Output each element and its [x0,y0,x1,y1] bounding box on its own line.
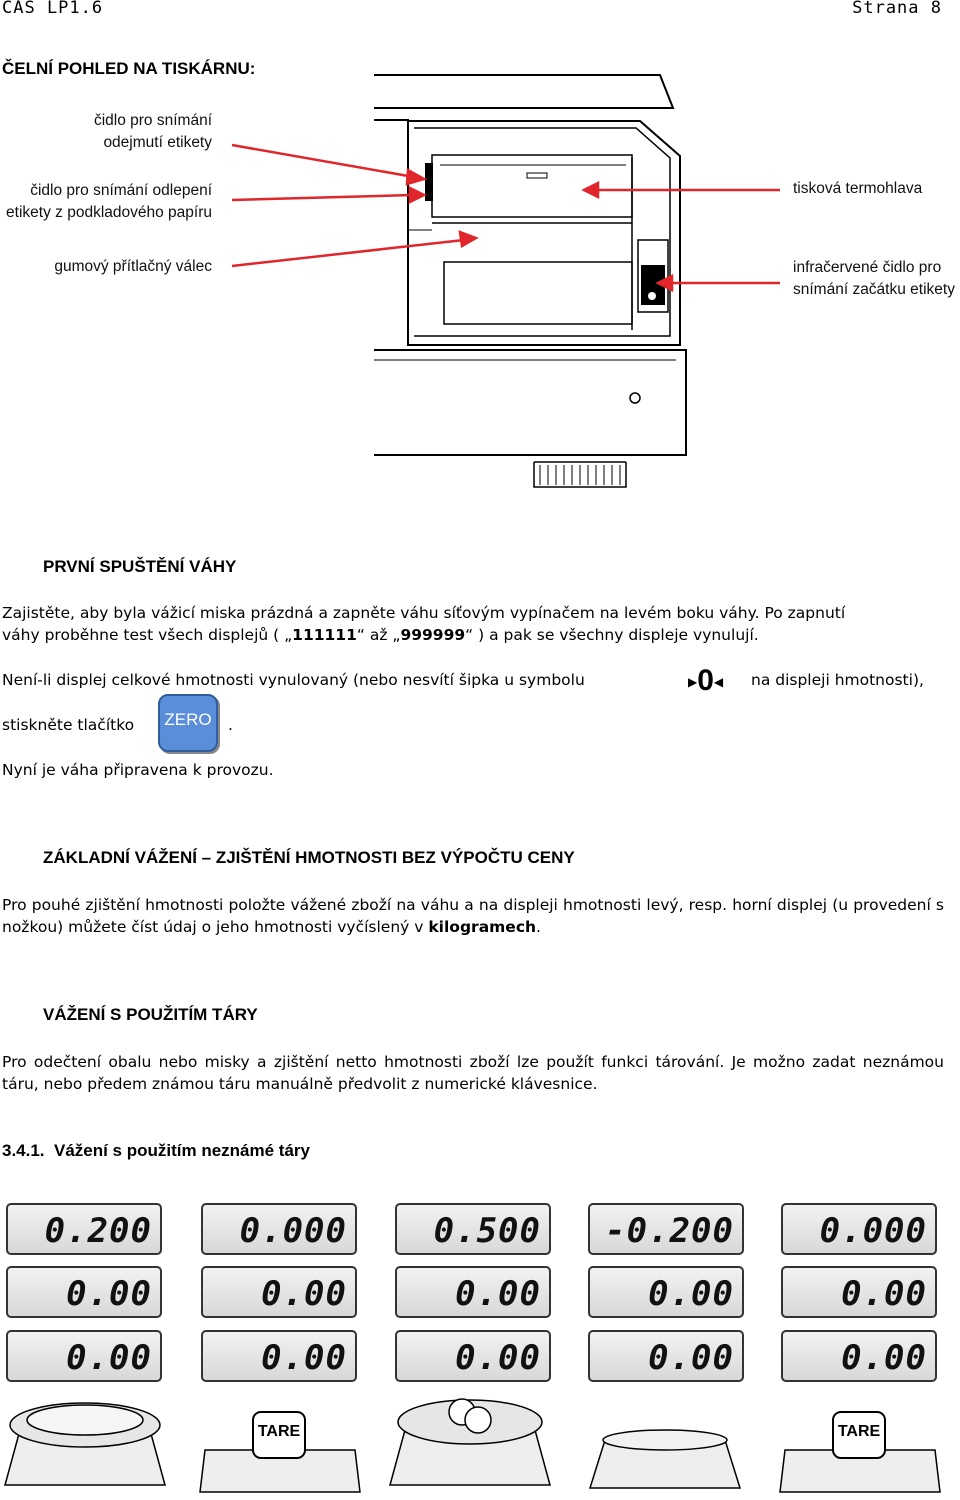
header-right: Strana 8 [852,0,942,18]
display-total-5: 0.00 [781,1330,937,1382]
tare-key-label-1: TARE [257,1423,301,1440]
front-view-title: ČELNÍ POHLED NA TISKÁRNU: [2,59,256,78]
display-total-4: 0.00 [588,1330,744,1382]
section2-paragraph: Pro pouhé zjištění hmotnosti položte vážené zboží na váhu a na displeji hmotnosti levý, resp. horní displej (u provedení s nožkou) můžete číst údaj o jeho hmotnosti vyčíslený v kilogramech. [2,896,944,936]
display-weight-5: 0.000 [781,1203,937,1255]
zero-button: ZERO [158,694,218,752]
display-weight-1: 0.200 [6,1203,162,1255]
display-total-3: 0.00 [395,1330,551,1382]
label-sensor-peel: čidlo pro snímání odlepení etikety z podkladového papíru [6,182,212,221]
scale-with-fruit-picture [390,1399,550,1485]
display-total-1: 0.00 [6,1330,162,1382]
section1-paragraph-3-end: . [228,716,233,734]
section3-paragraph: Pro odečtení obalu nebo misky a zjištění netto hmotnosti zboží lze použít funkci tárování. Je možno zadat neznámou táru, nebo předem známou táru manuálně předvolit z numerické klávesnice. [2,1053,944,1093]
section-basic-weighing-title: ZÁKLADNÍ VÁŽENÍ – ZJIŠTĚNÍ HMOTNOSTI BEZ VÝPOČTU CENY [43,848,575,867]
label-print-head: tisková termohlava [793,180,923,197]
section-tare-title: VÁŽENÍ S POUŽITÍM TÁRY [43,1005,258,1024]
section1-paragraph-3: stiskněte tlačítko [2,716,135,734]
label-ir-sensor: infračervené čidlo pro snímání začátku etikety [793,259,955,298]
section3-subtitle: 3.4.1. Vážení s použitím neznámé táry [2,1141,310,1160]
display-weight-4: -0.200 [588,1203,744,1255]
scale-with-bowl-picture [5,1403,165,1485]
display-price-2: 0.00 [201,1266,357,1318]
zero-symbol: ▶0◀ [688,664,724,697]
printer-front-diagram [0,70,960,500]
display-price-3: 0.00 [395,1266,551,1318]
display-price-4: 0.00 [588,1266,744,1318]
section-first-start-title: PRVNÍ SPUŠTĚNÍ VÁHY [43,557,237,576]
display-price-1: 0.00 [6,1266,162,1318]
display-weight-2: 0.000 [201,1203,357,1255]
display-weight-3: 0.500 [395,1203,551,1255]
display-total-2: 0.00 [201,1330,357,1382]
section1-paragraph-2a: Není-li displej celkové hmotnosti vynulovaný (nebo nesvítí šipka u symbolu [2,671,585,689]
label-sensor-removal: čidlo pro snímání odejmutí etikety [93,112,212,151]
empty-scale-picture [590,1430,740,1488]
section1-paragraph-1: Zajistěte, aby byla vážicí miska prázdná a zapněte váhu síťovým vypínačem na levém boku váhy. Po zapnutí váhy proběhne test všech displejů ( „111111“ až „999999“ ) a pak se všechny displeje vynulují. [2,604,846,644]
section1-paragraph-2b: na displeji hmotnosti), [751,671,924,689]
header-left: CAS LP1.6 [2,0,104,18]
tare-key-label-2: TARE [837,1423,881,1440]
display-price-5: 0.00 [781,1266,937,1318]
weighing-illustrations [0,1395,960,1500]
label-rubber-roller: gumový přítlačný válec [54,258,212,275]
section1-paragraph-4: Nyní je váha připravena k provozu. [2,761,274,779]
